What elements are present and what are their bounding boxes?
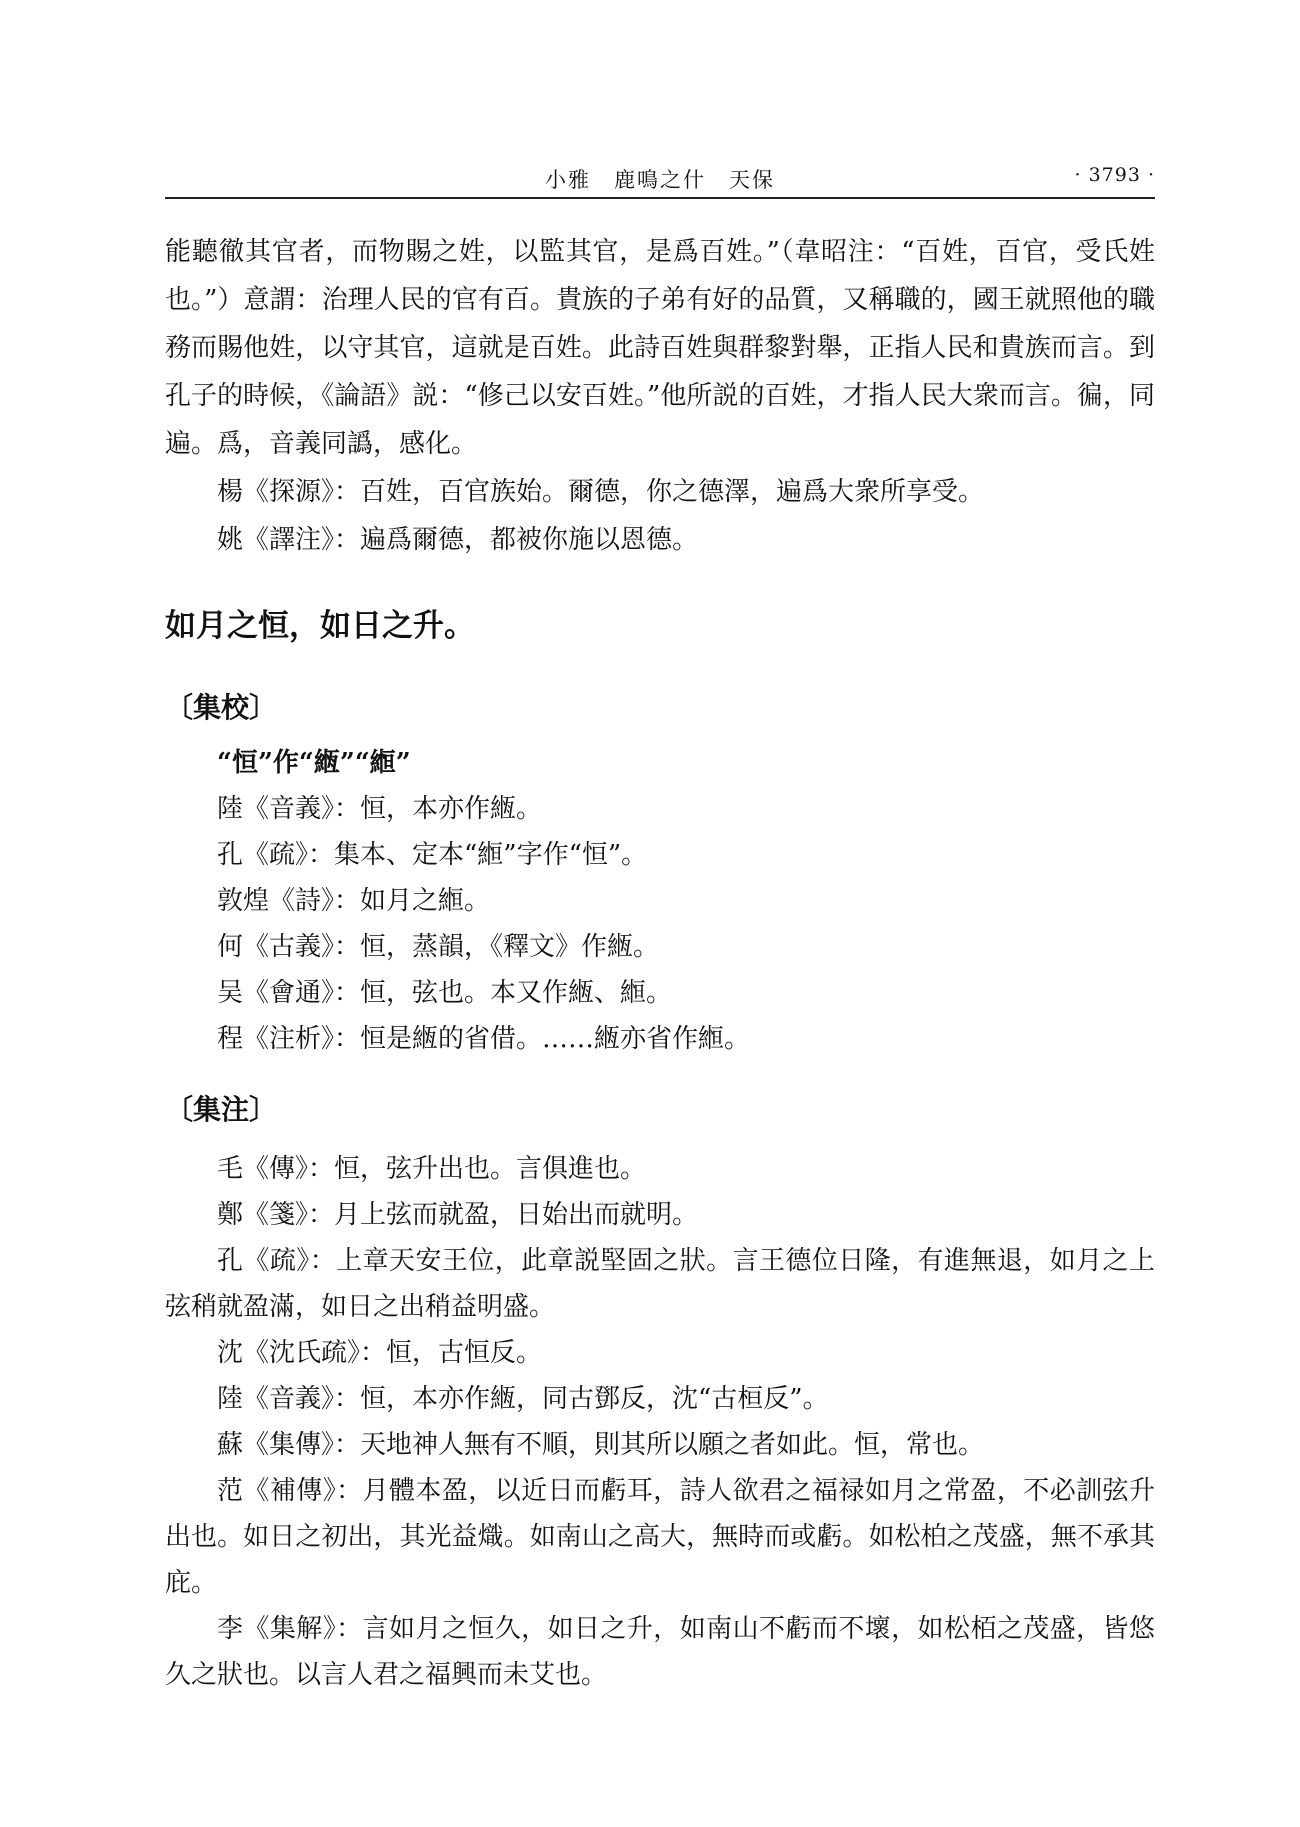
jizhu-paragraph-6: 蘇《集傳》：天地神人無有不順，則其所以願之者如此。恒，常也。 (217, 1430, 985, 1460)
jizhu-paragraph-2: 鄭《箋》：月上弦而就盈，日始出而就明。 (217, 1200, 699, 1230)
jiaojiao-line-1: 陸《音義》：恒，本亦作緪。 (217, 794, 543, 824)
intro-paragraph-1: 能聽徹其官者，而物賜之姓，以監其官，是爲百姓。”（韋昭注：“百姓，百官，受氏姓也。”）意謂：治理人民的官有百。貴族的子弟有好的品質，又稱職的，國王就照他的職務而賜他姓，以守其官，這就是百姓。此詩百姓與群黎對舉，正指人民和貴族而言。到孔子的時候，《論語》説：“修己以安百姓。”他所説的百姓，才指人民大衆而言。徧，同遍。爲，音義同譌，感化。 (165, 237, 1155, 459)
jiaojiao-line-3: 敦煌《詩》：如月之縆。 (217, 886, 491, 916)
intro-paragraph-3: 姚《譯注》：遍爲爾德，都被你施以恩德。 (217, 525, 699, 555)
jiaojiao-line-2: 孔《疏》：集本、定本“縆”字作“恒”。 (217, 840, 648, 870)
running-header (165, 160, 1155, 194)
jiaojiao-line-6: 程《注析》：恒是緪的省借。……緪亦省作縆。 (217, 1024, 751, 1054)
jizhu-paragraph-3: 孔《疏》：上章天安王位，此章説堅固之狀。言王德位日隆，有進無退，如月之上弦稍就盈滿，如日之出稍益明盛。 (165, 1246, 1155, 1322)
header-rule (165, 197, 1155, 199)
jizhu-paragraph-4: 沈《沈氏疏》：恒，古恒反。 (217, 1338, 543, 1368)
jizhu-paragraph-5: 陸《音義》：恒，本亦作緪，同古鄧反，沈“古桓反”。 (217, 1384, 829, 1414)
jiaojiao-label: 〔集校〕 (165, 691, 278, 724)
jizhu-paragraph-1: 毛《傳》：恒，弦升出也。言俱進也。 (217, 1154, 647, 1184)
jiaojiao-line-4: 何《古義》：恒，蒸韻，《釋文》作緪。 (217, 932, 660, 962)
jizhu-paragraph-8: 李《集解》：言如月之恒久，如日之升，如南山不虧而不壞，如松栢之茂盛，皆悠久之狀也。以言人君之福興而未艾也。 (165, 1614, 1155, 1690)
jiaojiao-line-5: 吴《會通》：恒，弦也。本又作緪、縆。 (217, 978, 673, 1008)
verse-heading: 如月之恒，如日之升。 (165, 608, 475, 644)
jizhu-block (165, 1146, 1155, 1698)
jizhu-paragraph-7: 范《補傳》：月體本盈，以近日而虧耳，詩人欲君之福禄如月之常盈，不必訓弦升出也。如日之初出，其光益熾。如南山之高大，無時而或虧。如松柏之茂盛，無不承其庇。 (165, 1476, 1155, 1598)
jizhu-label: 〔集注〕 (165, 1093, 278, 1126)
intro-text (165, 228, 1155, 564)
jiaojiao-subheading: “恒”作“緪”“縆” (217, 748, 411, 778)
header-title: 小雅 鹿鳴之什 天保 (545, 168, 775, 192)
intro-paragraph-2: 楊《探源》：百姓，百官族始。爾德，你之德澤，遍爲大衆所享受。 (217, 477, 985, 507)
page-number: · 3793 · (1074, 164, 1155, 186)
jiaojiao-block (165, 740, 1155, 1062)
